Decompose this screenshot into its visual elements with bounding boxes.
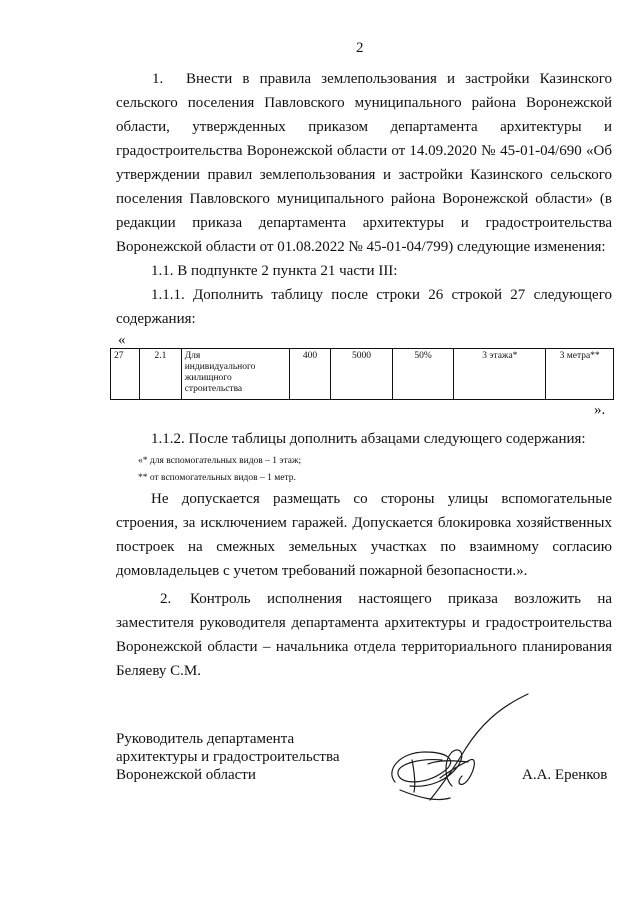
item1-line-4: градостроительства Воронежской области от 14.09.2020 № 45-01-04/690 «Об xyxy=(116,143,612,159)
quote-close: ». xyxy=(594,402,606,418)
signatory-position-line-2: архитектуры и градостроительства xyxy=(116,749,340,765)
page-number: 2 xyxy=(356,40,364,56)
paragraph-a-line-1: Не допускается размещать со стороны улицы вспомогательные xyxy=(151,491,612,507)
paragraph-a-line-2: строения, за исключением гаражей. Допускается блокировка хозяйственных xyxy=(116,515,612,531)
insert-table xyxy=(110,348,614,400)
table-cell-name-line: жилищного xyxy=(184,373,232,383)
table-cell-name-line: Для xyxy=(184,351,201,361)
paragraph-a-line-4: домовладельцев с учетом требований пожарной безопасности.». xyxy=(116,563,528,579)
item1-line-6: поселения Павловского муниципального района Воронежской области» (в xyxy=(116,191,612,207)
table-cell-number: 27 xyxy=(111,349,140,400)
quote-open: « xyxy=(118,332,126,348)
item1-line-1: Внести в правила землепользования и застройки Казинского xyxy=(186,71,612,87)
item1-number: 1. xyxy=(152,71,164,87)
item2-line-1: Контроль исполнения настоящего приказа возложить на xyxy=(190,591,612,607)
signatory-name: А.А. Еренков xyxy=(522,767,608,783)
item1-line-3: области, утвержденных приказом департамента архитектуры и xyxy=(116,119,612,135)
table-cell-percent: 50% xyxy=(392,349,454,400)
paragraph-a-line-3: построек на смежных земельных участках по взаимному согласию xyxy=(116,539,612,555)
subitem-1-1-1-line-1: 1.1.1. Дополнить таблицу после строки 26 строкой 27 следующего xyxy=(151,287,612,303)
item2-number: 2. xyxy=(160,591,172,607)
footnote-1: «* для вспомогательных видов – 1 этаж; xyxy=(138,456,302,466)
footnote-2: ** от вспомогательных видов – 1 метр. xyxy=(138,473,296,483)
signatory-position-line-1: Руководитель департамента xyxy=(116,731,295,747)
item1-line-5: утверждении правил землепользования и застройки Казинского сельского xyxy=(116,167,612,183)
item1-line-2: сельского поселения Павловского муниципального района Воронежской xyxy=(116,95,612,111)
handwritten-signature xyxy=(370,690,550,815)
item2-line-3: Воронежской области – начальника отдела территориального планирования xyxy=(116,639,612,655)
subitem-1-1-2: 1.1.2. После таблицы дополнить абзацами следующего содержания: xyxy=(151,431,586,447)
item1-line-7: редакции приказа департамента архитектуры и градостроительства xyxy=(116,215,612,231)
subitem-1-1-1-line-2: содержания: xyxy=(116,311,196,327)
table-cell-setback: 3 метра** xyxy=(546,349,614,400)
table-cell-name-line: индивидуального xyxy=(184,362,256,372)
table-cell-name xyxy=(181,349,289,400)
item2-line-2: заместителя руководителя департамента архитектуры и градостроительства xyxy=(116,615,612,631)
table-cell-floors: 3 этажа* xyxy=(454,349,546,400)
table-cell-max-area: 5000 xyxy=(331,349,393,400)
item1-line-8: Воронежской области от 01.08.2022 № 45-01-04/799) следующие изменения: xyxy=(116,239,606,255)
signatory-position-line-3: Воронежской области xyxy=(116,767,256,783)
table-row xyxy=(111,349,614,400)
table-cell-name-line: строительства xyxy=(184,384,243,394)
table-cell-min-area: 400 xyxy=(289,349,330,400)
item2-line-4: Беляеву С.М. xyxy=(116,663,201,679)
subitem-1-1: 1.1. В подпункте 2 пункта 21 части III: xyxy=(151,263,398,279)
table-cell-code: 2.1 xyxy=(140,349,181,400)
